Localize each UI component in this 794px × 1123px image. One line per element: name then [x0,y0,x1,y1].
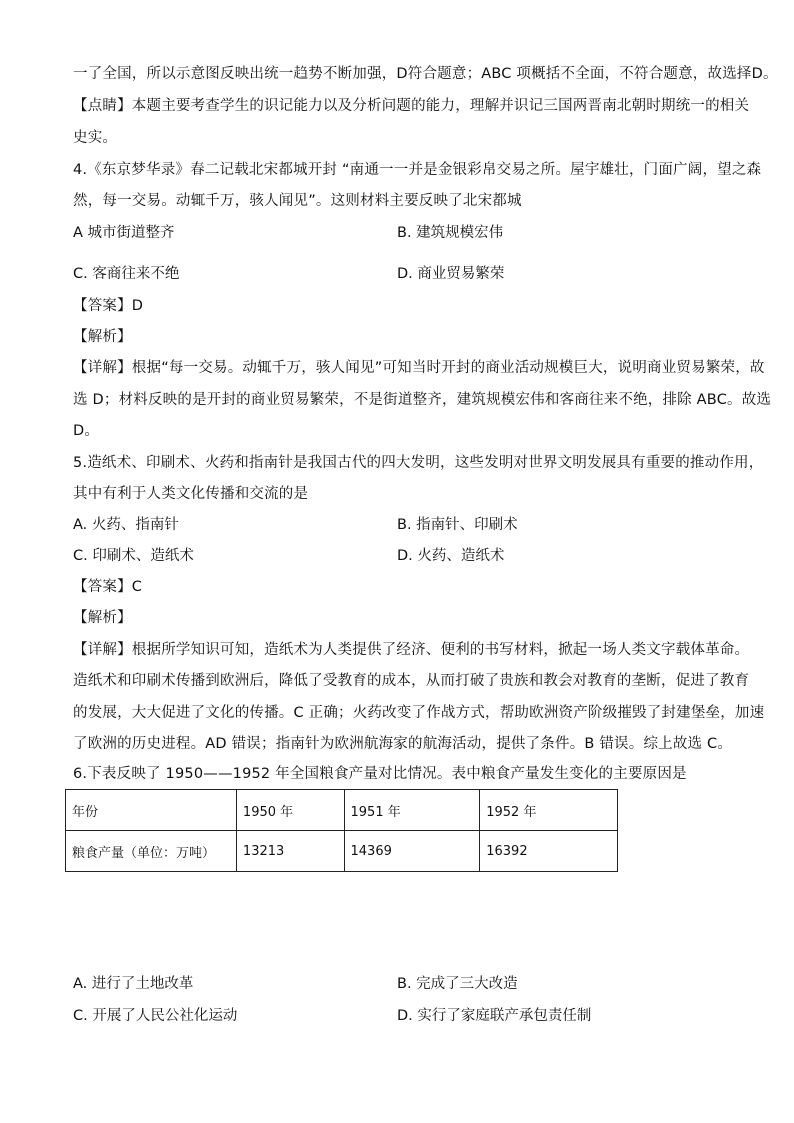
q5-detail-line-1: 【详解】根据所学知识可知，造纸术为人类提供了经济、便利的书写材料，掀起一场人类文字载体革命。 [73,642,750,658]
q5-answer: 【答案】C [73,579,143,595]
q5-detail-line-4: 了欧洲的历史进程。AD 错误；指南针为欧洲航海家的航海活动，提供了条件。B 错误。综上故选 C。 [73,736,733,752]
q5-detail-line-3: 的发展，大大促进了文化的传播。C 正确；火药改变了作战方式，帮助欧洲资产阶级摧毁了封建堡垒，加速 [73,705,765,721]
grain-production-table [65,789,618,872]
table-cell: 13213 [236,831,344,872]
q4-detail-line-3: D。 [73,423,100,439]
q6-option-c: C. 开展了人民公社化运动 [73,1008,238,1024]
table-header-row [66,790,618,831]
q5-stem-line-2: 其中有利于人类文化传播和交流的是 [73,486,309,502]
q5-analysis-label: 【解析】 [73,610,132,626]
table-cell: 粮食产量（单位：万吨） [66,831,237,872]
q4-stem-line-2: 然，每一交易。动辄千万，骇人闻见”。这则材料主要反映了北宋都城 [73,193,522,209]
table-cell: 14369 [344,831,480,872]
q5-option-c: C. 印刷术、造纸术 [73,548,194,564]
q6-option-b: B. 完成了三大改造 [397,976,518,992]
q4-option-b: B. 建筑规模宏伟 [397,225,504,241]
q4-analysis-label: 【解析】 [73,329,132,345]
q5-detail-line-2: 造纸术和印刷术传播到欧洲后，降低了受教育的成本，从而打破了贵族和教会对教育的垄断，促进了教育 [73,673,750,689]
q4-detail-line-2: 选 D；材料反映的是开封的商业贸易繁荣，不是街道整齐，建筑规模宏伟和客商往来不绝，排除 ABC。故选 [73,392,772,408]
comment-line-end: 史实。 [73,130,118,146]
q4-option-d: D. 商业贸易繁荣 [397,266,505,282]
q4-option-a: A 城市街道整齐 [73,225,175,241]
table-cell: 1952 年 [480,790,618,831]
table-row [66,831,618,872]
q5-option-a: A. 火药、指南针 [73,517,179,533]
q5-option-b: B. 指南针、印刷术 [397,517,518,533]
paragraph-continuation: 一了全国，所以示意图反映出统一趋势不断加强，D符合题意；ABC 项概括不全面，不符合题意，故选择D。 [73,66,778,82]
table-cell: 16392 [480,831,618,872]
q6-stem: 6.下表反映了 1950——1952 年全国粮食产量对比情况。表中粮食产量发生变化的主要原因是 [73,766,687,782]
q6-option-a: A. 进行了土地改革 [73,976,194,992]
comment-line: 【点睛】本题主要考查学生的识记能力以及分析问题的能力，理解并识记三国两晋南北朝时期统一的相关 [73,98,750,114]
table-cell: 年份 [66,790,237,831]
q4-detail-line-1: 【详解】根据“每一交易。动辄千万，骇人闻见”可知当时开封的商业活动规模巨大，说明商业贸易繁荣，故 [73,360,765,376]
table-cell: 1950 年 [236,790,344,831]
q4-stem-line-1: 4.《东京梦华录》春二记载北宋都城开封 “南通一一并是金银彩帛交易之所。屋宇雄壮，门面广阔，望之森 [73,162,762,178]
q5-option-d: D. 火药、造纸术 [397,548,505,564]
q6-option-d: D. 实行了家庭联产承包责任制 [397,1008,592,1024]
q4-answer: 【答案】D [73,298,144,314]
table-cell: 1951 年 [344,790,480,831]
q4-option-c: C. 客商往来不绝 [73,266,180,282]
q5-stem-line-1: 5.造纸术、印刷术、火药和指南针是我国古代的四大发明，这些发明对世界文明发展具有重要的推动作用， [73,455,764,471]
